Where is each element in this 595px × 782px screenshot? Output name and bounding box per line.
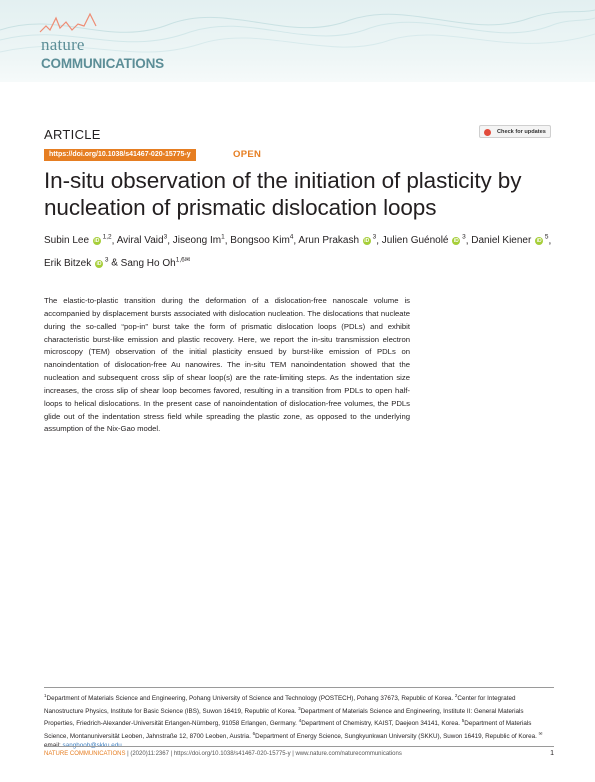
orcid-icon[interactable]: iD (536, 238, 542, 245)
author-affiliation-sup: 1 (221, 234, 225, 241)
doi-link[interactable]: https://doi.org/10.1038/s41467-020-15775-y (44, 149, 196, 161)
email-label: email: (44, 742, 63, 750)
author-list: Subin Lee iD $^{1,2}$, Aviral Vaid$^3$, Jiseong Im$^1$, Bongsoo Kim$^4$, Arun Prakash iD $^3$, Julien Guénolé iD $^3$, Daniel Kiener iD $^5$, Erik Bitzek iD $^3$ & Sang Ho $Oh^{1,6✉}$ (44, 234, 552, 269)
abstract: The elastic-to-plastic transition during the deformation of a dislocation-free nanoscale volume is accompanied by displacement bursts associated with dislocation nucleation. The dislocations that nucleate during the so-called “pop-in” burst take the form of prismatic dislocation loops (PDLs) and exhibit characteristic burst-like emission and plastic recovery. Here, we report the in-situ transmission electron microscopy (TEM) observation of the initial plasticity ensued by burst-like emission of PDLs on nanoindentation of dislocation-free Au nanowires. The in-situ TEM nanoindentation showed that the nucleation and subsequent cross slip of shear loop(s) are the rate-limiting steps. As the indentation size increases, the cross slip of shear loop becomes favored, resulting in a transition from PDLs to open half-loops to helical dislocations. In the present case of nanoindentation of dislocation-free volumes, the PDLs glide out of the indentation stress field while spreading the plastic zone, as opposed to the underlying assumption of the Nix-Gao model. (44, 296, 410, 434)
author-entry (382, 235, 466, 246)
open-access-label: OPEN (233, 149, 262, 160)
article-title: In-situ observation of the initiation of plasticity by nucleation of prismatic dislocation loops (44, 168, 522, 220)
affiliation-number: 5 (461, 718, 465, 724)
affiliation-number: 1 (44, 693, 47, 698)
author-affiliation-sup: 5 (543, 234, 549, 241)
orcid-icon[interactable]: iD (364, 238, 370, 245)
author-name[interactable]: Arun Prakash (298, 235, 360, 247)
affiliation-text: Center for Integrated Nanostructure Physics, Institute for Basic Science (IBS), Suwon 16419, Republic of Korea. (44, 695, 516, 715)
author-entry (44, 235, 112, 246)
page-number: 1 (550, 750, 554, 757)
author-name[interactable]: Jiseong Im (172, 235, 222, 247)
author-affiliation-sup: 3 (370, 234, 377, 241)
crossmark-icon (484, 129, 491, 136)
check-for-updates-button[interactable] (479, 125, 551, 138)
affiliation-text: Department of Materials Science and Engineering, Institute II: General Materials Properties, Friedrich-Alexander-Universität Erlangen-Nürnberg, 91058 Erlangen, Germany. (44, 707, 524, 728)
author-entry (230, 235, 293, 246)
author-name[interactable]: Julien Guénolé (381, 235, 449, 247)
affiliations (44, 687, 554, 751)
author-affiliation-sup: 1,6✉ (175, 256, 191, 264)
author-name[interactable]: Subin Lee (44, 235, 90, 247)
footer-citation: | (2020)11:2367 | https://doi.org/10.1038/s41467-020-15775-y | www.nature.com/naturecommunications (125, 751, 402, 757)
author-affiliation-sup: 4 (289, 234, 294, 241)
author-name[interactable]: Erik Bitzek (44, 257, 92, 269)
email-link[interactable]: sanghooh@skku.edu (62, 742, 122, 750)
author-name[interactable]: Daniel Kiener (471, 235, 532, 247)
article-type-label: ARTICLE (44, 127, 101, 142)
author-entry (298, 235, 376, 246)
author-entry (117, 235, 168, 246)
affiliation-text: Department of Materials Science, Montanuniversität Leoben, Jahnstraße 12, 8700 Leoben, Austria. (44, 720, 532, 740)
check-for-updates-label: Check for updates (497, 129, 546, 135)
affiliation-text: Department of Energy Science, Sungkyunkwan University (SKKU), Suwon 16419, Republic of Korea. (255, 732, 539, 740)
page-footer (44, 746, 554, 761)
orcid-icon[interactable]: iD (453, 238, 459, 245)
author-affiliation-sup: 1,2 (100, 234, 112, 241)
author-name[interactable]: Bongsoo Kim (230, 235, 290, 247)
affiliation-number: 2 (454, 693, 458, 698)
author-entry (44, 258, 108, 269)
affiliation-text: Department of Materials Science and Engineering, Pohang University of Science and Technology (POSTECH), Pohang 37673, Republic of Korea. (46, 695, 455, 703)
author-entry (173, 235, 225, 246)
affiliation-text: Department of Chemistry, KAIST, Daejeon 34141, Korea. (301, 720, 462, 728)
author-affiliation-sup: 3 (460, 234, 466, 241)
journal-logo-communications[interactable]: COMMUNICATIONS (41, 56, 164, 71)
author-entry (121, 258, 191, 269)
affiliation-number: 3 (298, 705, 301, 711)
email-marker: ✉ (538, 730, 543, 736)
orcid-icon[interactable]: iD (96, 260, 102, 267)
author-entry (471, 235, 548, 246)
orcid-icon[interactable]: iD (94, 238, 100, 245)
footer-journal-name: NATURE COMMUNICATIONS (44, 751, 126, 757)
author-name[interactable]: Aviral Vaid (116, 235, 164, 247)
author-name[interactable]: Sang Ho Oh (120, 257, 176, 269)
journal-logo-nature[interactable]: nature (41, 35, 85, 54)
journal-header (0, 0, 595, 82)
author-affiliation-sup: 3 (163, 234, 168, 241)
affiliation-number: 4 (298, 718, 302, 724)
affiliation-number: 6 (252, 730, 256, 736)
author-affiliation-sup: 3 (103, 256, 109, 264)
